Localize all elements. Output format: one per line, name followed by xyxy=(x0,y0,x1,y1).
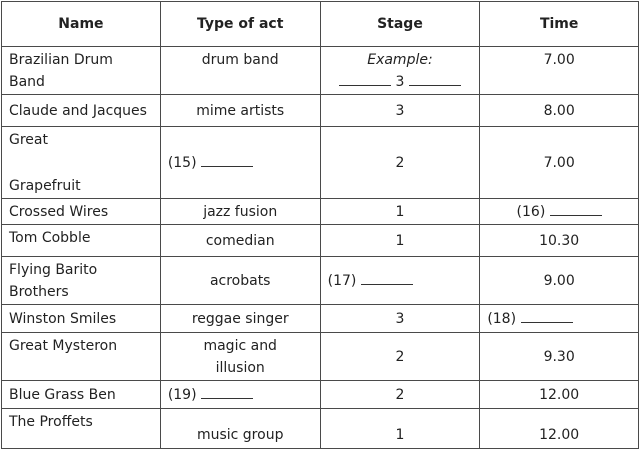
cell-name: Blue Grass Ben xyxy=(2,381,161,409)
cell-type: comedian xyxy=(160,225,320,257)
table-row xyxy=(2,257,639,305)
cell-time: 10.30 xyxy=(480,225,639,257)
cell-time: 9.00 xyxy=(480,257,639,305)
header-stage: Stage xyxy=(320,2,480,47)
cell-stage xyxy=(320,257,480,305)
question-number: (19) xyxy=(167,386,197,403)
cell-type: magic and illusion xyxy=(160,333,320,381)
cell-time: 12.00 xyxy=(480,381,639,409)
table-row xyxy=(2,225,639,257)
cell-name: Winston Smiles xyxy=(2,305,161,333)
answer-blank[interactable] xyxy=(201,154,253,167)
question-number: (17) xyxy=(327,272,357,289)
cell-time: 7.00 xyxy=(480,127,639,199)
header-time: Time xyxy=(480,2,639,47)
example-answer xyxy=(327,71,474,93)
cell-stage: 3 xyxy=(320,95,480,127)
cell-name: Flying Barito Brothers xyxy=(2,257,161,305)
header-name: Name xyxy=(2,2,161,47)
cell-stage: 1 xyxy=(320,199,480,225)
example-label: Example: xyxy=(367,52,433,68)
cell-type: acrobats xyxy=(160,257,320,305)
cell-name: Tom Cobble xyxy=(2,225,161,257)
cell-time: 9.30 xyxy=(480,333,639,381)
table-row xyxy=(2,409,639,449)
acts-table xyxy=(1,1,639,449)
cell-type xyxy=(160,127,320,199)
cell-stage: 2 xyxy=(320,381,480,409)
answer-blank[interactable] xyxy=(521,310,573,323)
question-number: (15) xyxy=(167,154,197,171)
table-row xyxy=(2,127,639,199)
cell-name: Brazilian Drum Band xyxy=(2,47,161,95)
cell-stage: 1 xyxy=(320,225,480,257)
blank-line xyxy=(339,73,391,86)
table-row xyxy=(2,95,639,127)
cell-name: The Proffets xyxy=(2,409,161,449)
cell-type xyxy=(160,381,320,409)
name-line-2: Grapefruit xyxy=(9,178,81,194)
cell-time xyxy=(480,199,639,225)
cell-name: Claude and Jacques xyxy=(2,95,161,127)
cell-type: drum band xyxy=(160,47,320,95)
table-row xyxy=(2,305,639,333)
table-row xyxy=(2,47,639,95)
cell-stage: 1 xyxy=(320,409,480,449)
cell-time: 8.00 xyxy=(480,95,639,127)
cell-name: Great Mysteron xyxy=(2,333,161,381)
blank-line xyxy=(409,73,461,86)
header-row xyxy=(2,2,639,47)
cell-name xyxy=(2,127,161,199)
cell-type: reggae singer xyxy=(160,305,320,333)
header-type: Type of act xyxy=(160,2,320,47)
cell-stage: 2 xyxy=(320,333,480,381)
question-number: (18) xyxy=(487,310,517,327)
cell-name: Crossed Wires xyxy=(2,199,161,225)
cell-stage xyxy=(320,47,480,95)
table-row xyxy=(2,199,639,225)
cell-stage: 2 xyxy=(320,127,480,199)
cell-type: mime artists xyxy=(160,95,320,127)
table-row xyxy=(2,333,639,381)
cell-time: 12.00 xyxy=(480,409,639,449)
cell-stage: 3 xyxy=(320,305,480,333)
cell-time xyxy=(480,305,639,333)
answer-blank[interactable] xyxy=(201,386,253,399)
table-row xyxy=(2,381,639,409)
example-stage-value: 3 xyxy=(395,74,405,90)
cell-type: music group xyxy=(160,409,320,449)
answer-blank[interactable] xyxy=(361,272,413,285)
answer-blank[interactable] xyxy=(550,203,602,216)
name-line-1: Great xyxy=(9,132,48,148)
cell-type: jazz fusion xyxy=(160,199,320,225)
cell-time: 7.00 xyxy=(480,47,639,95)
question-number: (16) xyxy=(516,203,546,220)
